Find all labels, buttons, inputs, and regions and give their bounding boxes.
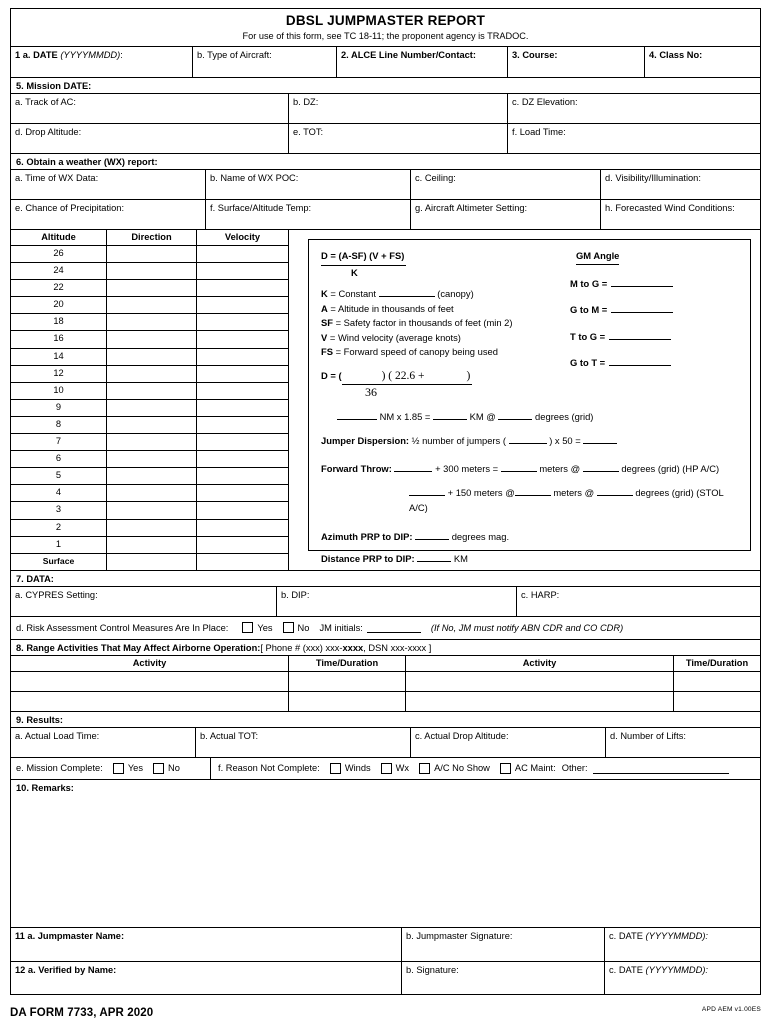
wind-altitude-label: 2 — [11, 520, 107, 536]
nm-blank-1[interactable] — [337, 409, 377, 420]
wind-velocity-input[interactable] — [197, 554, 288, 570]
field-dz[interactable] — [289, 94, 508, 123]
wind-col-direction: Direction — [107, 230, 197, 245]
wind-direction-input[interactable] — [107, 537, 197, 553]
azimuth-tail: degrees mag. — [451, 531, 510, 542]
activity-cell-activity-2[interactable] — [406, 692, 674, 711]
wind-altitude-label: 14 — [11, 349, 107, 365]
wind-direction-input[interactable] — [107, 468, 197, 484]
def-sf-text: = Safety factor in thousands of feet (min 2) — [335, 317, 513, 328]
activity-cell-activity-2[interactable] — [406, 672, 674, 691]
field-alce-label: 2. ALCE Line Number/Contact: — [341, 50, 476, 60]
formula-denominator: K — [351, 266, 358, 278]
field-number-of-lifts-label: d. Number of Lifts: — [610, 730, 686, 741]
forward-blank-3[interactable] — [583, 461, 619, 472]
field-ceiling[interactable] — [411, 170, 601, 199]
forward2-blank-1[interactable] — [409, 485, 445, 496]
wind-direction-input[interactable] — [107, 297, 197, 313]
field-load-time-label: f. Load Time: — [512, 127, 566, 137]
wind-direction-input[interactable] — [107, 331, 197, 347]
gm-angle-title: GM Angle — [576, 249, 619, 265]
wind-table-row — [11, 349, 288, 366]
def-v-term: V — [321, 331, 328, 343]
section-5-row-1 — [11, 94, 760, 124]
risk-yes-label: Yes — [257, 622, 273, 633]
field-dz-label: b. DZ: — [293, 97, 319, 107]
gm-label-m-to-g: M to G = — [570, 277, 608, 289]
wind-velocity-input[interactable] — [197, 383, 288, 399]
def-k-blank[interactable] — [379, 286, 435, 297]
checkbox-ac-maint[interactable] — [500, 763, 511, 774]
section-10-heading: 10. Remarks: — [16, 782, 74, 793]
wind-table-row — [11, 331, 288, 348]
d2-close: ) — [466, 369, 471, 382]
wind-table-row — [11, 502, 288, 519]
field-altimeter-label: g. Aircraft Altimeter Setting: — [415, 203, 528, 213]
wind-altitude-label: 16 — [11, 331, 107, 347]
form-footer — [10, 1003, 761, 1023]
field-class-no-label: 4. Class No: — [649, 50, 703, 60]
forward-label: Forward Throw: — [321, 462, 392, 474]
wx-label: Wx — [395, 763, 410, 774]
field-date[interactable] — [11, 47, 193, 77]
wind-direction-input[interactable] — [107, 554, 197, 570]
field-type-of-aircraft-label: b. Type of Aircraft: — [197, 50, 272, 60]
other-label: Other: — [561, 763, 588, 774]
field-dz-elevation[interactable] — [508, 94, 760, 123]
d2-label: D = ( — [321, 369, 342, 381]
mission-complete-group — [11, 758, 211, 779]
dispersion-blank-1[interactable] — [509, 433, 547, 444]
gm-row-g-to-m — [570, 302, 736, 318]
wind-direction-input[interactable] — [107, 485, 197, 501]
field-course[interactable] — [508, 47, 645, 77]
risk-assessment-row — [11, 617, 760, 640]
def-sf-term: SF — [321, 317, 333, 328]
field-verifier-date[interactable] — [605, 962, 760, 995]
def-fs-text: = Forward speed of canopy being used — [335, 346, 498, 357]
form-subtitle: For use of this form, see TC 18-11; the proponent agency is TRADOC. — [242, 31, 529, 41]
wind-and-formula-block — [11, 230, 760, 571]
reason-not-complete-group — [211, 763, 760, 774]
checkbox-mission-no[interactable] — [153, 763, 164, 774]
field-alce-line-number[interactable] — [337, 47, 508, 77]
field-date-format: (YYYYMMDD) — [60, 50, 121, 60]
wind-table-row — [11, 297, 288, 314]
field-forecasted-wind-conditions[interactable] — [601, 200, 760, 229]
distance-tail: KM — [453, 552, 468, 564]
field-verified-by-name[interactable] — [11, 962, 402, 995]
field-tot[interactable] — [289, 124, 508, 153]
field-dip[interactable] — [277, 587, 517, 616]
formula-forward-throw — [321, 461, 740, 477]
wind-altitude-label: 5 — [11, 468, 107, 484]
mission-yes-label: Yes — [127, 763, 143, 774]
nm-blank-2[interactable] — [433, 409, 467, 420]
field-chance-of-precipitation[interactable] — [11, 200, 206, 229]
activity-table-header — [11, 656, 760, 672]
wind-altitude-label: 7 — [11, 434, 107, 450]
activity-table-row[interactable] — [11, 692, 760, 712]
wind-velocity-input[interactable] — [197, 331, 288, 347]
gm-row-m-to-g — [570, 276, 736, 292]
field-cypres-label: a. CYPRES Setting: — [15, 589, 98, 600]
field-date-label: 1 a. DATE — [15, 50, 58, 60]
wind-altitude-label: 3 — [11, 502, 107, 518]
field-actual-drop-altitude[interactable] — [411, 728, 606, 757]
wind-direction-input[interactable] — [107, 400, 197, 416]
formula-azimuth-prp-dip — [321, 529, 740, 545]
forward2-t3: degrees (grid) (STOL A/C) — [409, 487, 724, 513]
gm-row-t-to-g — [570, 329, 736, 345]
wind-velocity-input[interactable] — [197, 434, 288, 450]
forward-t3: degrees (grid) (HP A/C) — [621, 462, 720, 474]
nm-tail: degrees (grid) — [535, 410, 594, 422]
gm-angle-group — [570, 249, 736, 371]
field-cypres-setting[interactable] — [11, 587, 277, 616]
section-8-phone-bold: xxxx — [342, 642, 364, 653]
gm-blank-g-to-m[interactable] — [611, 302, 673, 313]
wind-direction-input[interactable] — [107, 263, 197, 279]
field-jumpmaster-name-label: 11 a. Jumpmaster Name: — [15, 930, 125, 941]
checkbox-risk-no[interactable] — [283, 622, 294, 633]
jm-initials-label: JM initials: — [319, 622, 363, 633]
d2-blank-1[interactable] — [344, 369, 382, 379]
wind-altitude-label: 24 — [11, 263, 107, 279]
section-6-heading: 6. Obtain a weather (WX) report: — [11, 154, 760, 170]
forward-blank-1[interactable] — [394, 461, 432, 472]
field-actual-tot[interactable] — [196, 728, 411, 757]
d2-mid: ) ( 22.6 + — [381, 369, 425, 382]
field-time-of-wx-data[interactable] — [11, 170, 206, 199]
field-actual-load-time-label: a. Actual Load Time: — [15, 730, 100, 741]
wind-table-row — [11, 246, 288, 263]
wind-direction-input[interactable] — [107, 417, 197, 433]
form-number: DA FORM 7733, APR 2020 — [10, 1006, 154, 1019]
field-visibility-illumination[interactable] — [601, 170, 760, 199]
formula-box — [308, 239, 751, 564]
wind-direction-input[interactable] — [107, 280, 197, 296]
wind-velocity-input[interactable] — [197, 520, 288, 536]
wind-velocity-input[interactable] — [197, 263, 288, 279]
wind-velocity-input[interactable] — [197, 314, 288, 330]
activity-table-row[interactable] — [11, 672, 760, 692]
section-9-row — [11, 728, 760, 758]
field-surface-altitude-temp[interactable] — [206, 200, 411, 229]
field-verified-by-name-label: 12 a. Verified by Name: — [15, 964, 117, 975]
def-v-text: = Wind velocity (average knots) — [329, 331, 461, 343]
wind-col-velocity: Velocity — [224, 232, 261, 242]
activity-cell-time-2[interactable] — [674, 692, 760, 711]
field-jumpmaster-date[interactable] — [605, 928, 760, 961]
field-name-of-wx-poc-label: b. Name of WX POC: — [210, 173, 299, 183]
field-time-of-wx-data-label: a. Time of WX Data: — [15, 173, 99, 183]
field-ceiling-label: c. Ceiling: — [415, 173, 456, 183]
field-jumpmaster-name[interactable] — [11, 928, 402, 961]
section-8-heading — [11, 640, 760, 656]
form-body — [10, 8, 761, 995]
dispersion-text2: ) x 50 = — [549, 435, 581, 446]
wind-table — [11, 230, 289, 570]
field-harp[interactable] — [517, 587, 760, 616]
wind-altitude-label: 18 — [11, 314, 107, 330]
wind-altitude-label: 4 — [11, 485, 107, 501]
remarks-input[interactable] — [11, 794, 760, 928]
section-5-heading: 5. Mission DATE: — [11, 78, 760, 94]
risk-note: (If No, JM must notify ABN CDR and CO CDR) — [430, 622, 624, 633]
activity-col-activity-1: Activity — [11, 656, 289, 671]
def-a-term: A — [321, 302, 328, 314]
wind-altitude-label: 1 — [11, 537, 107, 553]
section-7-heading: 7. DATA: — [11, 571, 760, 587]
field-actual-drop-altitude-label: c. Actual Drop Altitude: — [415, 730, 509, 741]
gm-label-g-to-m: G to M = — [570, 304, 608, 315]
formula-area — [289, 230, 760, 570]
distance-label: Distance PRP to DIP: — [321, 552, 415, 564]
gm-blank-g-to-t[interactable] — [609, 355, 671, 366]
wind-table-row — [11, 434, 288, 451]
forward2-blank-2[interactable] — [515, 485, 551, 496]
risk-no-label: No — [297, 622, 310, 633]
activity-cell-activity-1[interactable] — [11, 692, 289, 711]
field-course-label: 3. Course: — [512, 50, 558, 60]
d2-blank-2[interactable] — [424, 369, 466, 379]
section-8-phone-pre: [ Phone # (xxx) xxx- — [260, 642, 343, 653]
wind-velocity-input[interactable] — [197, 417, 288, 433]
reason-not-complete-label: f. Reason Not Complete: — [218, 763, 320, 774]
checkbox-wx[interactable] — [381, 763, 392, 774]
activity-col-time-1: Time/Duration — [289, 656, 406, 671]
wind-altitude-label: Surface — [11, 554, 107, 570]
activity-col-activity-2: Activity — [406, 656, 674, 671]
forward-t2: meters @ — [539, 462, 581, 474]
checkbox-winds[interactable] — [330, 763, 341, 774]
other-input[interactable] — [593, 763, 729, 774]
dispersion-label: Jumper Dispersion: — [321, 435, 410, 446]
wind-velocity-input[interactable] — [197, 502, 288, 518]
section-8-title: 8. Range Activities That May Affect Airborne Operation: — [16, 642, 261, 653]
field-type-of-aircraft[interactable] — [193, 47, 337, 77]
wind-velocity-input[interactable] — [197, 400, 288, 416]
field-load-time[interactable] — [508, 124, 760, 153]
forward2-t1: + 150 meters @ — [447, 487, 515, 498]
d2-numerator-group[interactable] — [342, 369, 473, 386]
wind-velocity-input[interactable] — [197, 451, 288, 467]
wind-table-row — [11, 417, 288, 434]
activity-cell-time-2[interactable] — [674, 672, 760, 691]
formula-nm-line — [321, 409, 740, 425]
field-verifier-date-format: (YYYYMMDD): — [645, 964, 709, 975]
section-11-row — [11, 928, 760, 962]
wind-velocity-input[interactable] — [197, 485, 288, 501]
field-precipitation-label: e. Chance of Precipitation: — [15, 203, 125, 213]
wind-table-row — [11, 280, 288, 297]
wind-altitude-label: 9 — [11, 400, 107, 416]
section-8-phone-post: , DSN xxx-xxxx ] — [363, 642, 432, 653]
def-k-tail: (canopy) — [437, 288, 474, 299]
section-9-heading: 9. Results: — [11, 712, 760, 728]
gm-blank-t-to-g[interactable] — [609, 329, 671, 340]
wind-direction-input[interactable] — [107, 349, 197, 365]
section-12-row — [11, 962, 760, 995]
field-wind-conditions-label: h. Forecasted Wind Conditions: — [605, 203, 735, 213]
wind-velocity-input[interactable] — [197, 246, 288, 262]
dispersion-text: ½ number of jumpers ( — [411, 435, 506, 446]
wind-table-row — [11, 400, 288, 417]
wind-col-altitude: Altitude — [11, 230, 107, 245]
field-date-colon: : — [120, 50, 123, 60]
checkbox-ac-no-show[interactable] — [419, 763, 430, 774]
wind-velocity-input[interactable] — [197, 297, 288, 313]
wind-direction-input[interactable] — [107, 366, 197, 382]
field-actual-tot-label: b. Actual TOT: — [200, 730, 259, 741]
forward2-blank-3[interactable] — [597, 485, 633, 496]
field-tot-label: e. TOT: — [293, 127, 324, 137]
section-1-row — [11, 47, 760, 78]
formula-numerator: D = (A-SF) (V + FS) — [321, 249, 406, 266]
forward2-t2: meters @ — [553, 487, 595, 498]
field-track-of-ac[interactable] — [11, 94, 289, 123]
wind-table-row — [11, 366, 288, 383]
wind-direction-input[interactable] — [107, 502, 197, 518]
def-fs-term: FS — [321, 346, 333, 357]
distance-blank[interactable] — [417, 551, 451, 562]
gm-label-g-to-t: G to T = — [570, 357, 606, 368]
wind-velocity-input[interactable] — [197, 537, 288, 553]
field-name-of-wx-poc[interactable] — [206, 170, 411, 199]
field-verifier-date-label: c. DATE — [609, 964, 643, 975]
formula-forward-throw-stol — [321, 485, 740, 515]
checkbox-risk-yes[interactable] — [242, 622, 253, 633]
gm-label-t-to-g: T to G = — [570, 330, 606, 342]
wind-velocity-input[interactable] — [197, 349, 288, 365]
section-6-row-1 — [11, 170, 760, 200]
field-harp-label: c. HARP: — [521, 589, 560, 600]
section-5-row-2 — [11, 124, 760, 154]
def-k-term: K — [321, 288, 328, 299]
wind-altitude-label: 10 — [11, 383, 107, 399]
winds-label: Winds — [344, 763, 371, 774]
forward-t1: + 300 meters = — [435, 462, 499, 474]
risk-assessment-label: d. Risk Assessment Control Measures Are In Place: — [16, 622, 229, 633]
wind-velocity-input[interactable] — [197, 468, 288, 484]
wind-direction-input[interactable] — [107, 520, 197, 536]
mission-complete-row — [11, 758, 760, 780]
wind-velocity-input[interactable] — [197, 280, 288, 296]
field-track-of-ac-label: a. Track of AC: — [15, 97, 76, 107]
wind-altitude-label: 6 — [11, 451, 107, 467]
nm-pre: NM x 1.85 = — [379, 410, 431, 422]
wind-velocity-input[interactable] — [197, 366, 288, 382]
field-jumpmaster-signature-label: b. Jumpmaster Signature: — [406, 930, 513, 941]
wind-altitude-label: 26 — [11, 246, 107, 262]
wind-direction-input[interactable] — [107, 451, 197, 467]
wind-altitude-label: 20 — [11, 297, 107, 313]
def-k-text: = Constant — [330, 288, 376, 299]
wind-table-row — [11, 554, 288, 570]
mission-no-label: No — [167, 763, 180, 774]
wind-table-row — [11, 537, 288, 554]
field-jumpmaster-date-format: (YYYYMMDD): — [645, 930, 709, 941]
def-a-text: = Altitude in thousands of feet — [330, 302, 454, 314]
wind-direction-input[interactable] — [107, 246, 197, 262]
wind-table-row — [11, 263, 288, 280]
field-number-of-lifts[interactable] — [606, 728, 760, 757]
field-class-no[interactable] — [645, 47, 760, 77]
field-verifier-signature-label: b. Signature: — [406, 964, 459, 975]
field-drop-altitude-label: d. Drop Altitude: — [15, 127, 82, 137]
wind-table-row — [11, 468, 288, 485]
activity-cell-activity-1[interactable] — [11, 672, 289, 691]
section-7-row — [11, 587, 760, 617]
wind-altitude-label: 22 — [11, 280, 107, 296]
azimuth-blank[interactable] — [415, 529, 449, 540]
wind-direction-input[interactable] — [107, 383, 197, 399]
activity-cell-time-1[interactable] — [289, 672, 406, 691]
field-visibility-label: d. Visibility/Illumination: — [605, 173, 701, 183]
formula-jumper-dispersion — [321, 433, 740, 449]
gm-blank-m-to-g[interactable] — [611, 276, 673, 287]
field-temp-label: f. Surface/Altitude Temp: — [210, 203, 312, 213]
wind-altitude-label: 8 — [11, 417, 107, 433]
d2-denominator: 36 — [365, 385, 377, 399]
page-title: DBSL JUMPMASTER REPORT — [285, 13, 486, 28]
wind-table-row — [11, 383, 288, 400]
wind-altitude-label: 12 — [11, 366, 107, 382]
form-title-block — [11, 9, 760, 47]
wind-table-row — [11, 485, 288, 502]
checkbox-mission-yes[interactable] — [113, 763, 124, 774]
formula-distance-prp-dip — [321, 551, 740, 567]
formula-d-calculation — [321, 369, 740, 400]
forward-blank-2[interactable] — [501, 461, 537, 472]
field-dip-label: b. DIP: — [281, 589, 310, 600]
wind-table-rows — [11, 246, 288, 570]
ac-no-show-label: A/C No Show — [434, 763, 490, 774]
field-actual-load-time[interactable] — [11, 728, 196, 757]
field-verifier-signature[interactable] — [402, 962, 605, 995]
field-jumpmaster-signature[interactable] — [402, 928, 605, 961]
field-aircraft-altimeter-setting[interactable] — [411, 200, 601, 229]
apd-version-tag: APD AEM v1.00ES — [701, 1005, 761, 1013]
activity-cell-time-1[interactable] — [289, 692, 406, 711]
wind-direction-input[interactable] — [107, 434, 197, 450]
wind-table-header — [11, 230, 288, 246]
field-jumpmaster-date-label: c. DATE — [609, 930, 643, 941]
gm-title-wrap — [570, 249, 736, 265]
nm-blank-3[interactable] — [498, 409, 532, 420]
wind-direction-input[interactable] — [107, 314, 197, 330]
field-drop-altitude[interactable] — [11, 124, 289, 153]
wind-table-row — [11, 451, 288, 468]
nm-mid: KM @ — [469, 410, 496, 422]
gm-row-g-to-t — [570, 355, 736, 371]
field-dz-elevation-label: c. DZ Elevation: — [512, 97, 578, 107]
azimuth-label: Azimuth PRP to DIP: — [321, 531, 413, 542]
wind-table-row — [11, 314, 288, 331]
activity-col-time-2: Time/Duration — [685, 657, 749, 668]
mission-complete-label: e. Mission Complete: — [16, 763, 103, 774]
ac-maint-label: AC Maint: — [514, 763, 556, 774]
jm-initials-blank[interactable] — [367, 622, 421, 633]
dispersion-blank-2[interactable] — [583, 433, 617, 444]
section-6-row-2 — [11, 200, 760, 230]
wind-table-row — [11, 520, 288, 537]
